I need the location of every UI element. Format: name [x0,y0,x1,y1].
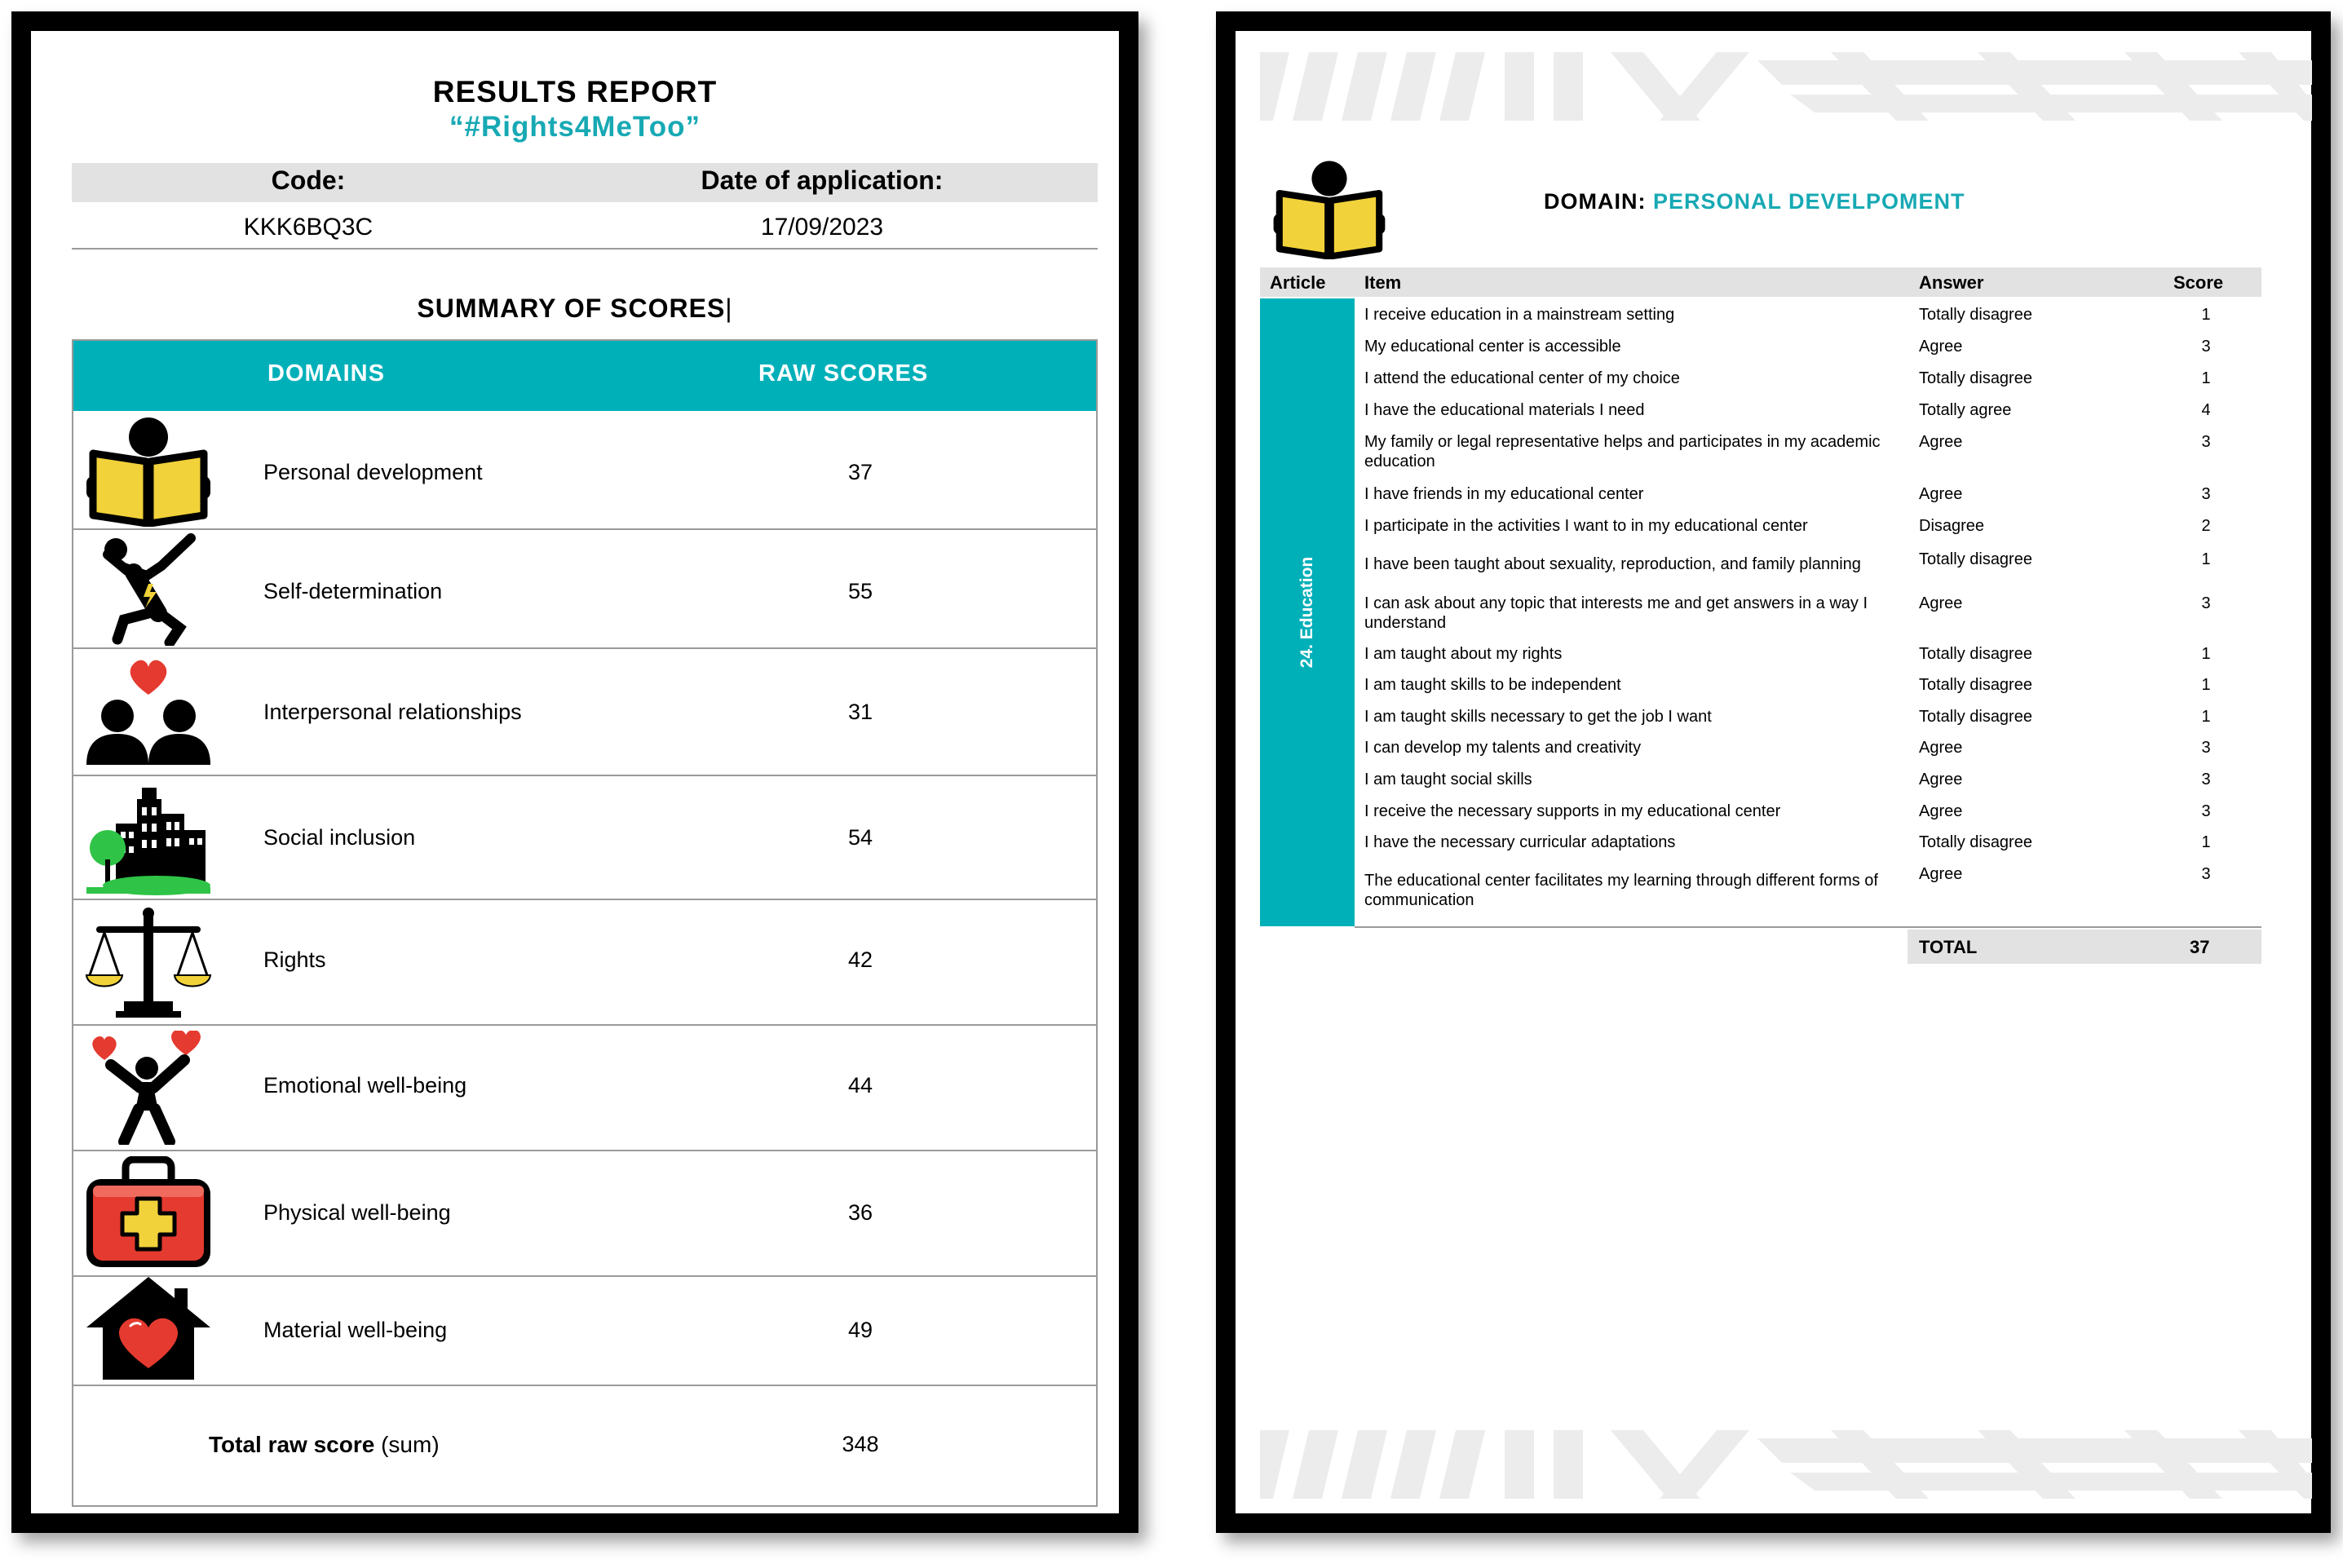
item-text: My educational center is accessible [1364,338,1621,356]
summary-title: SUMMARY OF SCORES| [417,294,733,323]
item-text: I can ask about any topic that interests me and get answers in a way I understand [1364,594,1868,632]
domain-name: Material well-being [263,1318,448,1342]
city-buildings-icon [83,781,214,895]
item-answer: Agree [1919,865,1963,883]
item-answer: Totally agree [1919,401,2012,419]
item-text: I am taught skills to be independent [1364,676,1621,694]
item-answer: Totally disagree [1919,645,2032,663]
item-text: I have the necessary curricular adaptations [1364,833,1676,851]
domain-name: Rights [263,947,326,972]
person-hearts-icon [83,1031,214,1145]
domain-score: 54 [847,825,873,850]
item-text: I can develop my talents and creativity [1364,739,1642,757]
item-score: 3 [2201,485,2211,503]
item-score: 1 [2201,306,2211,324]
item-text: I have the educational materials I need [1364,401,1645,419]
domain-name: PERSONAL DEVELPOMENT [1652,189,1965,214]
code-label: Code: [271,166,346,195]
domain-name: Personal development [263,460,483,484]
item-answer: Agree [1919,739,1963,757]
total-label: Total raw score (sum) [209,1432,440,1457]
table-bottom-rule [1355,926,2261,928]
domain-score: 42 [847,947,873,972]
total-score: 348 [842,1432,879,1456]
summary-table [72,339,1098,1507]
item-answer: Agree [1919,771,1963,788]
open-book-reader-icon [83,413,214,527]
item-score: 1 [2201,833,2211,851]
item-answer: Totally disagree [1919,369,2032,387]
date-label: Date of application: [701,166,944,195]
raw-scores-column-header: RAW SCORES [758,360,929,386]
item-answer: Agree [1919,594,1963,612]
table-row [73,649,1096,776]
score-column-header: Score [2173,272,2224,293]
domain-name: Physical well-being [263,1200,451,1225]
domain-score: 44 [847,1073,873,1098]
article-cell [1260,298,1355,926]
article-label: 24. Education [1297,556,1316,669]
report-title: RESULTS REPORT [432,75,718,108]
domain-score: 31 [847,700,873,724]
item-score: 3 [2201,433,2211,451]
two-people-heart-icon [83,654,214,768]
summary-table-header [73,341,1096,411]
item-score: 2 [2201,517,2211,535]
domain-score: 49 [847,1318,873,1342]
scales-of-justice-icon [83,905,214,1019]
decorative-stripes-bottom [1260,1430,2312,1499]
first-aid-kit-icon [83,1156,214,1270]
item-text: My family or legal representative helps and participates in my academic education [1364,433,1881,470]
item-text: I am taught about my rights [1364,645,1563,663]
item-score: 1 [2201,550,2211,568]
item-answer: Totally disagree [1919,676,2032,694]
table-row [73,1026,1096,1151]
decorative-stripes-top [1260,52,2312,121]
table-row [73,1151,1096,1277]
date-value: 17/09/2023 [760,214,884,241]
item-score: 1 [2201,369,2211,387]
domain-name: Self-determination [263,579,443,603]
item-answer: Totally disagree [1919,833,2032,851]
item-text: The educational center facilitates my learning through different forms of communication [1364,872,1878,909]
total-row [1908,930,2261,964]
domain-score: 37 [847,460,873,484]
total-row [73,1386,1096,1505]
item-answer: Agree [1919,338,1963,356]
item-score: 4 [2201,401,2211,419]
items-table-header [1260,267,2261,297]
item-score: 3 [2201,594,2211,612]
item-text: I receive education in a mainstream setting [1364,306,1675,324]
table-row [73,900,1096,1026]
open-book-reader-icon [1268,157,1390,259]
answer-column-header: Answer [1919,272,1984,293]
item-score: 1 [2201,708,2211,726]
item-answer: Totally disagree [1919,708,2032,726]
item-text: I have friends in my educational center [1364,485,1644,503]
table-row [73,1277,1096,1386]
domain-name: Interpersonal relationships [263,700,522,724]
item-text: I have been taught about sexuality, reproduction, and family planning [1364,555,1861,573]
item-answer: Agree [1919,485,1963,503]
item-text: I receive the necessary supports in my educational center [1364,802,1781,820]
domains-column-header: DOMAINS [267,360,385,386]
domain-name: Emotional well-being [263,1073,467,1098]
table-row [73,411,1096,530]
item-score: 3 [2201,771,2211,788]
table-row [73,530,1096,649]
item-score: 3 [2201,739,2211,757]
item-score: 3 [2201,338,2211,356]
item-text: I am taught social skills [1364,771,1532,788]
item-score: 3 [2201,865,2211,883]
domain-score: 55 [847,579,873,603]
item-text: I am taught skills necessary to get the job I want [1364,708,1712,726]
total-label: TOTAL [1919,937,1978,957]
item-column-header: Item [1364,272,1402,293]
item-answer: Totally disagree [1919,550,2032,568]
domain-name: Social inclusion [263,825,416,850]
house-heart-icon [83,1274,214,1388]
report-subtitle: “#Rights4MeToo” [449,111,701,143]
domain-title: DOMAIN: PERSONAL DEVELPOMENT [1544,189,1965,214]
domain-score: 36 [847,1200,873,1225]
article-column-header: Article [1270,272,1326,293]
item-answer: Agree [1919,802,1963,820]
item-answer: Agree [1919,433,1963,451]
domain-detail-page [1216,11,2331,1533]
table-row [73,776,1096,900]
item-score: 1 [2201,645,2211,663]
divider [72,248,1098,250]
item-answer: Totally disagree [1919,306,2032,324]
item-text: I participate in the activities I want to in my educational center [1364,517,1808,535]
results-report-page [11,11,1138,1533]
item-text: I attend the educational center of my choice [1364,369,1680,387]
code-value: KKK6BQ3C [243,214,374,241]
item-score: 1 [2201,676,2211,694]
total-score: 37 [2190,937,2210,957]
item-answer: Disagree [1919,517,1985,535]
item-score: 3 [2201,802,2211,820]
jumping-person-icon [83,532,214,646]
